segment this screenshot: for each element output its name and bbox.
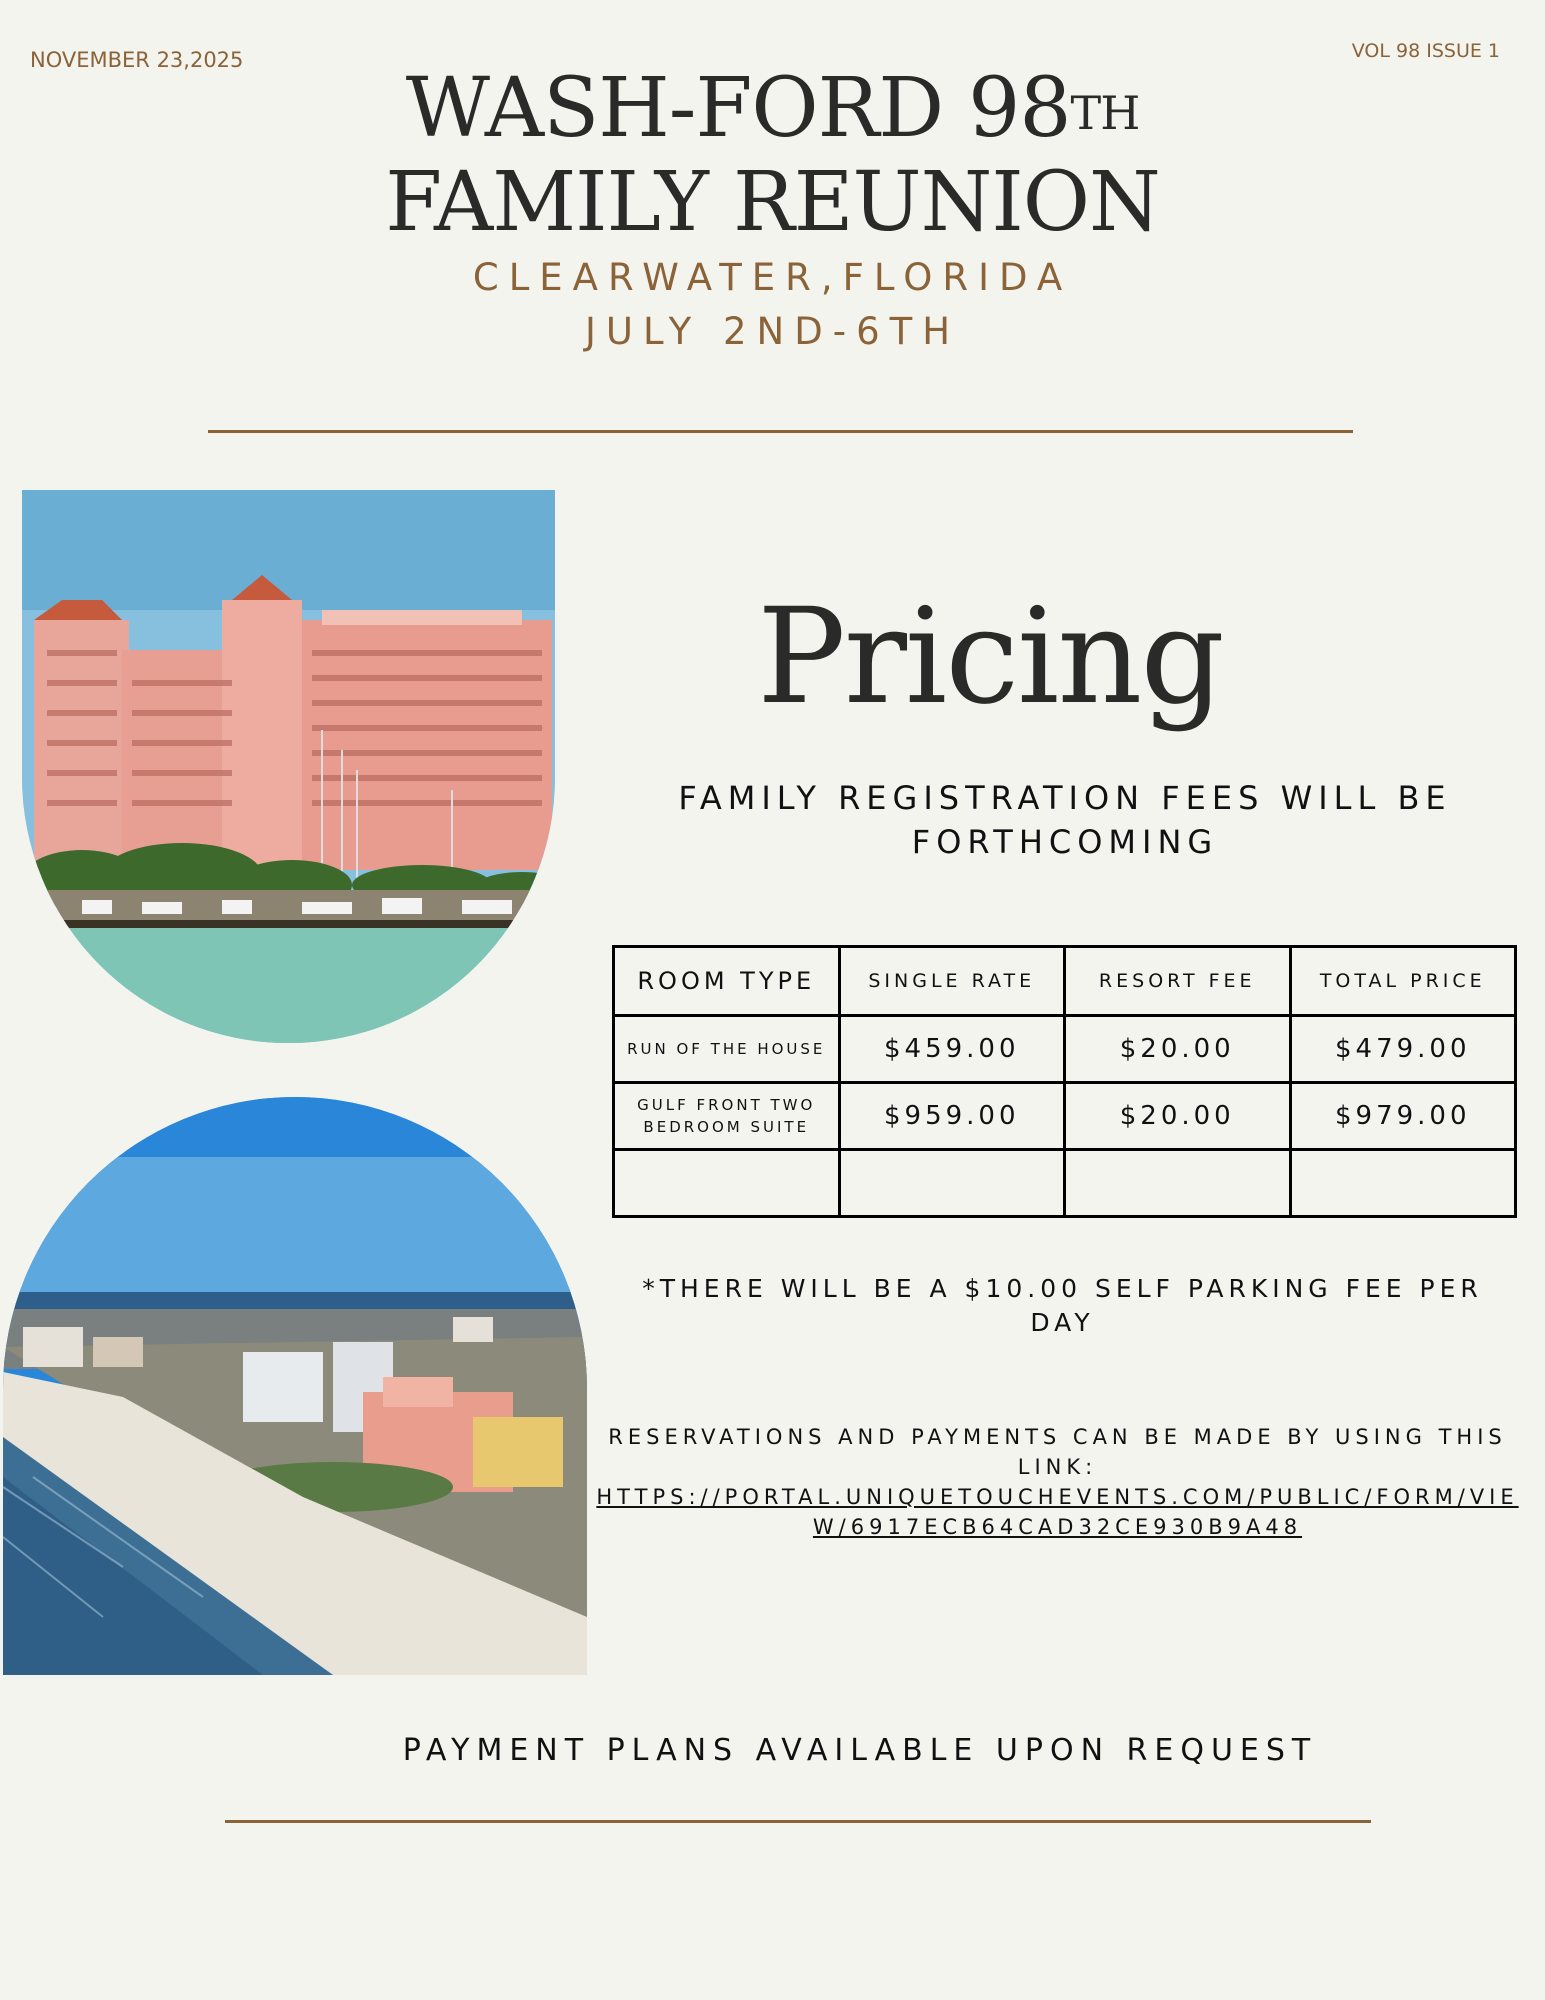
top-divider — [208, 430, 1353, 433]
newsletter-title — [0, 62, 1545, 250]
title-line-1: WASH-FORD 98 — [405, 61, 1071, 156]
pricing-heading: Pricing — [757, 580, 1223, 734]
empty-cell — [1065, 1150, 1291, 1217]
header-single-rate: SINGLE RATE — [839, 947, 1065, 1016]
hotel-photo — [22, 490, 555, 1043]
resort-fee-cell: $20.00 — [1065, 1016, 1291, 1083]
empty-cell — [1290, 1150, 1516, 1217]
table-row — [614, 1150, 1516, 1217]
issue-number: VOL 98 ISSUE 1 — [1351, 40, 1500, 62]
reservations-text: RESERVATIONS AND PAYMENTS CAN BE MADE BY USING THIS LINK: — [608, 1425, 1507, 1479]
title-superscript: TH — [1070, 86, 1140, 140]
single-rate-cell: $959.00 — [839, 1083, 1065, 1150]
table-header-row — [614, 947, 1516, 1016]
empty-cell — [839, 1150, 1065, 1217]
registration-link[interactable]: HTTPS://PORTAL.UNIQUETOUCHEVENTS.COM/PUBLIC/FORM/VIEW/6917ECB64CAD32CE930B9A48 — [596, 1485, 1519, 1539]
single-rate-cell: $459.00 — [839, 1016, 1065, 1083]
total-price-cell: $979.00 — [1290, 1083, 1516, 1150]
title-line-2: FAMILY REUNION — [385, 155, 1160, 250]
registration-fees-note: FAMILY REGISTRATION FEES WILL BE FORTHCOMING — [678, 779, 1452, 861]
total-price-cell: $479.00 — [1290, 1016, 1516, 1083]
issue-date: NOVEMBER 23,2025 — [30, 48, 244, 72]
bottom-divider — [225, 1820, 1371, 1823]
header-resort-fee: RESORT FEE — [1065, 947, 1291, 1016]
room-type-cell: GULF FRONT TWO BEDROOM SUITE — [614, 1083, 840, 1150]
event-dates: JULY 2ND-6TH — [584, 310, 961, 353]
payment-plans-note: PAYMENT PLANS AVAILABLE UPON REQUEST — [402, 1733, 1318, 1768]
event-location: CLEARWATER,FLORIDA — [472, 256, 1073, 299]
room-rates-table — [612, 945, 1517, 1218]
resort-fee-cell: $20.00 — [1065, 1083, 1291, 1150]
reservations-note — [590, 1422, 1525, 1542]
room-type-cell: RUN OF THE HOUSE — [614, 1016, 840, 1083]
header-total-price: TOTAL PRICE — [1290, 947, 1516, 1016]
table-row — [614, 1016, 1516, 1083]
empty-cell — [614, 1150, 840, 1217]
beach-aerial-photo — [3, 1097, 587, 1675]
header-room-type: ROOM TYPE — [614, 947, 840, 1016]
parking-fee-note: *THERE WILL BE A $10.00 SELF PARKING FEE PER DAY — [642, 1274, 1483, 1337]
table-row — [614, 1083, 1516, 1150]
